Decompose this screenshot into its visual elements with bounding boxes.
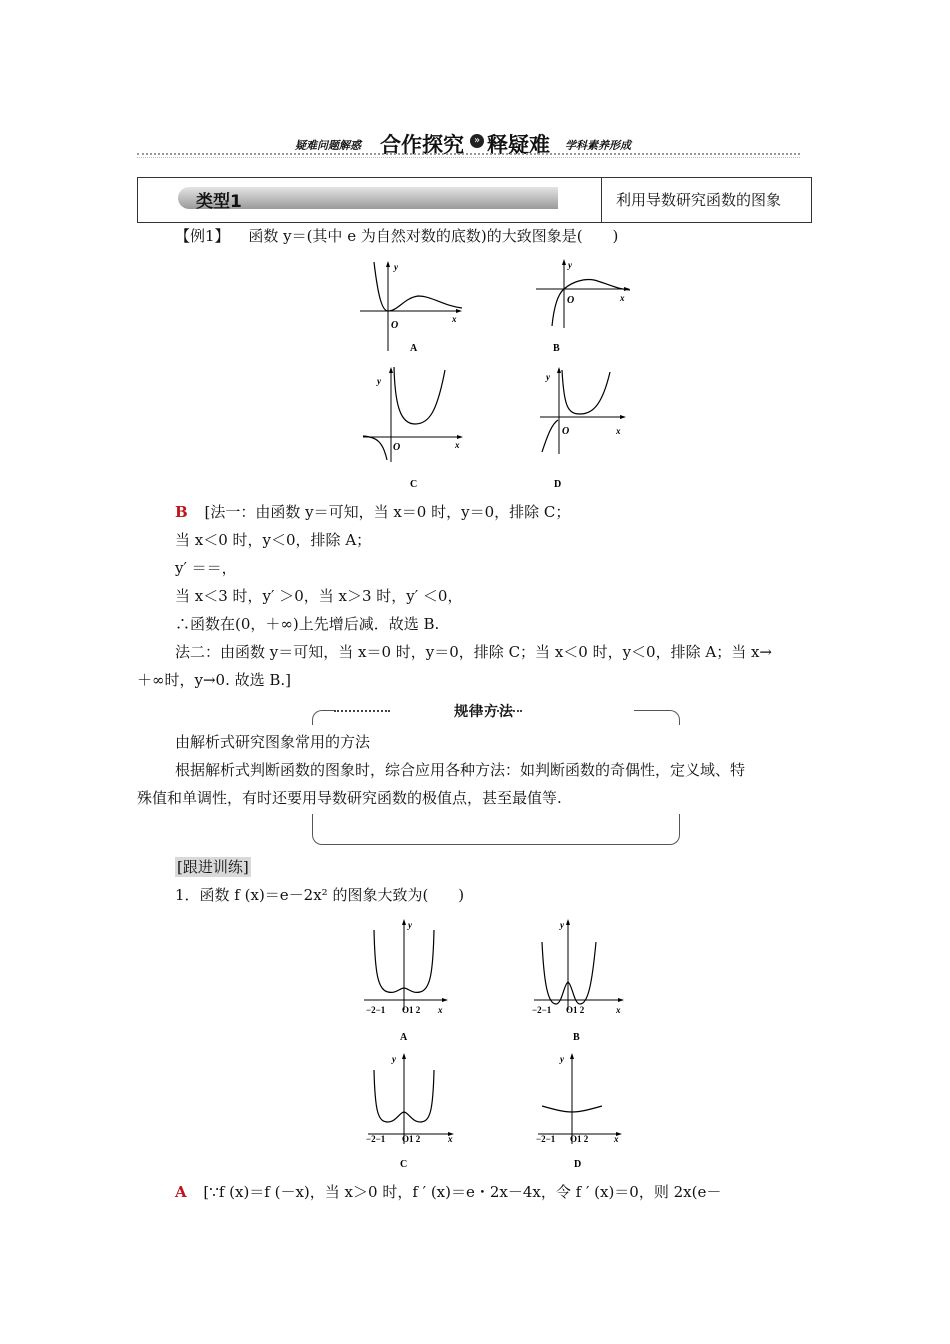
training-tag: [跟进训练]: [177, 858, 249, 876]
type-box-divider: [601, 178, 602, 222]
training-graph-a: [360, 914, 460, 1046]
arrow-icon: »: [470, 134, 484, 148]
axis-ticks-pos: O1 2: [566, 1005, 585, 1015]
solution-line-5: ∴函数在(0，＋∞)上先增后减．故选 B.: [175, 615, 440, 633]
example1-question: [175, 226, 618, 246]
axis-y-label: y: [560, 1054, 564, 1064]
solution-line-3: y′ ＝＝，: [175, 559, 237, 577]
axis-y-label: y: [560, 920, 564, 930]
example1-graph-a: [352, 256, 472, 356]
axis-origin-label: O: [391, 320, 399, 331]
type-title: 利用导数研究函数的图象: [616, 191, 782, 209]
header-right-label: 学科素养形成: [565, 139, 631, 152]
axis-x-label: x: [614, 1134, 619, 1144]
axis-y-label: y: [394, 262, 398, 272]
training-graph-d: [534, 1050, 634, 1172]
example1-graph-c: [357, 362, 477, 490]
method-title: 规律方法: [454, 704, 514, 720]
axis-origin-label: O: [393, 442, 401, 453]
method-box-bottom: [312, 814, 680, 845]
option-b-label: B: [573, 1032, 580, 1043]
method-body-1: 根据解析式判断函数的图象时，综合应用各种方法：如判断函数的奇偶性，定义域、特: [175, 761, 746, 779]
option-a-label: A: [400, 1032, 408, 1043]
training-answer-letter: A: [175, 1183, 187, 1201]
axis-x-label: x: [616, 426, 621, 436]
axis-y-label: y: [392, 1054, 396, 1064]
axis-x-label: x: [620, 293, 625, 303]
method-heading: 由解析式研究图象常用的方法: [175, 733, 371, 751]
training-graph-b: [530, 914, 630, 1046]
axis-ticks-pos: O1 2: [570, 1134, 589, 1144]
solution-line-7: ＋∞时，y→0. 故选 B.]: [137, 671, 292, 689]
header-title-2: 释疑难: [487, 133, 550, 157]
axis-x-label: x: [448, 1134, 453, 1144]
axis-x-label: x: [616, 1005, 621, 1015]
axis-ticks-neg: −2−1: [532, 1005, 552, 1015]
axis-ticks-pos: O1 2: [402, 1005, 421, 1015]
axis-ticks-neg: −2−1: [366, 1005, 386, 1015]
header-left-label: 疑难问题解惑: [295, 139, 361, 152]
axis-x-label: x: [455, 440, 460, 450]
axis-x-label: x: [452, 314, 457, 324]
option-d-label: D: [554, 479, 562, 490]
axis-origin-label: O: [562, 426, 570, 437]
solution-line-6: 法二：由函数 y＝可知，当 x＝0 时，y＝0，排除 C；当 x＜0 时，y＜0，排除 A；当 x→: [175, 643, 773, 661]
training-q1: 1．函数 f (x)＝e－2x² 的图象大致为( ): [175, 886, 465, 904]
axis-y-label: y: [408, 920, 412, 930]
header-rule: [137, 153, 800, 155]
section-header: [137, 128, 800, 158]
axis-y-label: y: [546, 372, 550, 382]
axis-y-label: y: [568, 260, 572, 270]
type-label: 类型1: [196, 192, 242, 212]
answer-letter: B: [175, 503, 188, 521]
header-title-1: 合作探究: [380, 133, 464, 157]
training-answer: A [∵f (x)＝f (－x)，当 x＞0 时，f ′ (x)＝e・2x－4x，令 f ′ (x)＝0，则 2x(e－: [175, 1183, 722, 1201]
solution-line-4: 当 x＜3 时，y′ ＞0，当 x＞3 时，y′ ＜0，: [175, 587, 463, 605]
axis-x-label: x: [438, 1005, 443, 1015]
axis-y-label: y: [377, 376, 381, 386]
training-graph-c: [364, 1050, 464, 1172]
method-dots-right: [466, 710, 522, 712]
solution-line-2: 当 x＜0 时，y＜0，排除 A；: [175, 531, 372, 549]
option-c-label: C: [410, 479, 418, 490]
type-box: [137, 177, 812, 223]
example1-tag: 【例1】: [175, 227, 230, 245]
example1-graph-b: [530, 256, 650, 356]
header-rule-2: [137, 157, 800, 158]
axis-origin-label: O: [567, 295, 575, 306]
method-body-2: 殊值和单调性，有时还要用导数研究函数的极值点，甚至最值等.: [137, 789, 562, 807]
axis-ticks-neg: −2−1: [536, 1134, 556, 1144]
option-b-label: B: [553, 343, 560, 354]
axis-ticks-pos: O1 2: [402, 1134, 421, 1144]
method-dots-left: [334, 710, 390, 712]
example1-graph-d: [534, 362, 654, 490]
option-d-label: D: [574, 1159, 582, 1170]
example1-text: 函数 y＝(其中 e 为自然对数的底数)的大致图象是( ): [248, 227, 619, 245]
solution-line-1: B [法一：由函数 y＝可知，当 x＝0 时，y＝0，排除 C；: [175, 503, 571, 521]
axis-ticks-neg: −2−1: [366, 1134, 386, 1144]
option-a-label: A: [410, 343, 418, 354]
option-c-label: C: [400, 1159, 408, 1170]
